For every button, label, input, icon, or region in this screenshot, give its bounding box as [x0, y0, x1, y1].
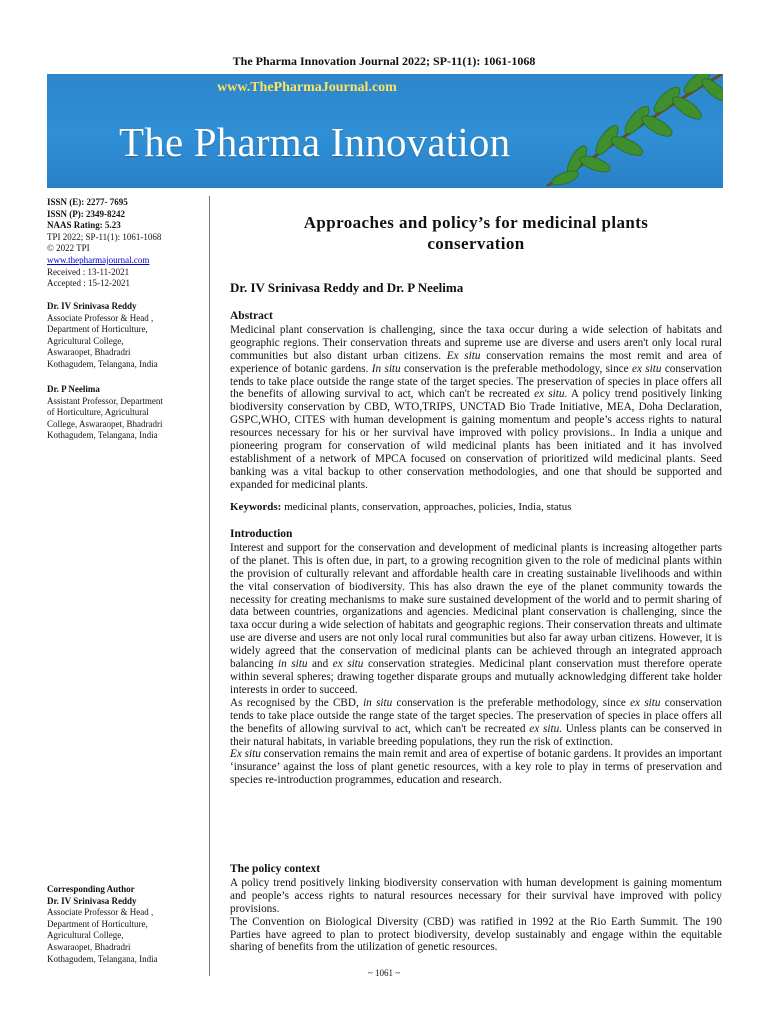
- author2-affiliation-line: of Horticulture, Agricultural: [47, 407, 149, 418]
- naas-rating: NAAS Rating: 5.23: [47, 220, 121, 231]
- journal-banner: [47, 74, 723, 188]
- issn-e: ISSN (E): 2277- 7695: [47, 197, 128, 207]
- intro-paragraph-1: Interest and support for the conservation and development of medicinal plants is increasing altogether parts of the planet. This is often due, in part, to a growing recognition given to the role of medicinal plants within the provision of culturally relevant and affordable health care in creating sustainable livelihoods and within the vital conservation of biodiversity. This has also drawn the eye of the planet community towards the necessity for creating mechanisms to make sure sustained development of the world and to permit sharing of data between countries, organizations and agencies. Medicinal plant conservation is challenging, since the taxa occur during a wide selection of habitats and geographic regions. Their conservation threats and ultimate use are diverse and users are not only local rural communities but also far away urban citizens. However, it is widely agreed that the conservation of medicinal plants can be achieved through an integrated approach balancing in situ and ex situ conservation strategies. Medicinal plant conservation must therefore operate within several spheres; drawing together disparate groups and mutually acknowledging different take holder interests in order to succeed.: [230, 541, 722, 696]
- author1-affiliation-line: Kothagudem, Telangana, India: [47, 358, 158, 369]
- introduction-section: [230, 528, 722, 787]
- author2-affiliation-line: Kothagudem, Telangana, India: [47, 430, 158, 441]
- sidebar-author2: [47, 384, 205, 442]
- journal-website-link[interactable]: www.thepharmajournal.com: [47, 254, 150, 265]
- intro-paragraph-2: As recognised by the CBD, in situ conservation is the preferable methodology, since ex situ conservation tends to take place outside the range state of the target species. The preservation of species in place offers all the benefits of allowing survival to act, which can't be recreated ex situ. Unless plants can be conserved in their natural habitats, in variable breeding populations, they run the risk of extinction.: [230, 696, 722, 748]
- author1-affiliation-line: Agricultural College,: [47, 335, 124, 346]
- journal-url[interactable]: www.ThePharmaJournal.com: [217, 80, 397, 95]
- article-authors: Dr. IV Srinivasa Reddy and Dr. P Neelima: [230, 280, 464, 295]
- accepted-date: Accepted : 15-12-2021: [47, 278, 130, 289]
- sidebar-corresponding-author: [47, 884, 205, 965]
- keywords-label: Keywords:: [230, 501, 282, 513]
- abstract-section: [230, 310, 722, 492]
- article-title-line: Approaches and policy’s for medicinal plants: [303, 213, 649, 232]
- corresponding-affiliation-line: Department of Horticulture,: [47, 918, 148, 929]
- tpi-citation: TPI 2022; SP-11(1): 1061-1068: [47, 231, 162, 242]
- author1-name: Dr. IV Srinivasa Reddy: [47, 301, 137, 311]
- corresponding-label: Corresponding Author: [47, 884, 135, 894]
- article-title: [230, 212, 722, 254]
- corresponding-affiliation-line: Aswaraopet, Bhadradri: [47, 941, 131, 952]
- intro-paragraph-3: Ex situ conservation remains the main remit and area of expertise of botanic gardens. It provides an important ‘insurance’ against the loss of plant genetic resources, with a key role to play in terms of preservation and species re-introduction programmes, education and research.: [230, 748, 722, 787]
- author2-affiliation-line: College, Aswaraopet, Bhadradri: [47, 418, 163, 429]
- sidebar-author1: [47, 301, 205, 371]
- keywords: [230, 501, 722, 513]
- issn-p: ISSN (P): 2349-8242: [47, 208, 125, 219]
- author1-affiliation-line: Associate Professor & Head ,: [47, 312, 154, 323]
- corresponding-name: Dr. IV Srinivasa Reddy: [47, 895, 137, 906]
- policy-paragraph-2: The Convention on Biological Diversity (CBD) was ratified in 1992 at the Rio Earth Summit. The 190 Parties have agreed to plan to protect biodiversity, develop sustainably and engage within the equitable sharing of benefits from the utilization of genetic resources.: [230, 915, 722, 954]
- abstract-heading: Abstract: [230, 310, 273, 322]
- author2-affiliation-line: Assistant Professor, Department: [47, 395, 163, 406]
- journal-brand-title: The Pharma Innovation: [119, 119, 511, 165]
- policy-section: [230, 863, 722, 954]
- running-head: The Pharma Innovation Journal 2022; SP-11(1): 1061-1068: [232, 54, 536, 68]
- author1-affiliation-line: Aswaraopet, Bhadradri: [47, 347, 131, 358]
- corresponding-affiliation-line: Associate Professor & Head ,: [47, 907, 154, 918]
- received-date: Received : 13-11-2021: [47, 266, 130, 277]
- policy-paragraph-1: A policy trend positively linking biodiversity conservation with human development is gaining momentum and people’s access rights to natural resources necessary for their survival have improved with policy provisions.: [230, 876, 722, 915]
- keywords-list: medicinal plants, conservation, approaches, policies, India, status: [281, 501, 572, 513]
- abstract-text: Medicinal plant conservation is challenging, since the taxa occur during a wide selection of habitats and geographic regions. Their conservation threats and supreme use are diverse and users aren't only local rural communities but also distant urban citizens. Ex situ conservation remains the most remit and area of experience of botanic gardens. In situ conservation is the preferable methodology, since ex situ conservation tends to take place outside the range state of the target species. The preservation of species in place offers all the benefits of allowing survival to act, which can't be recreated ex situ. A policy trend positively linking biodiversity conservation by CBD, WTO,TRIPS, UNCTAD Bio Trade Initiative, MEA, Doha Declaration, GSPC,WHO, CITES with human development is gaining momentum and people’s access rights to natural resources necessary for his or her survival have improved with policy provisions.. In India a unique and pioneering program for conservation of wild medicinal plants has been initiated and it has involved establishment of a network of MPCA focused on conservation of prioritized wild medicinal plants. Seed banking was a vital backup to other conservation methodologies, and one that should be supported and expanded for medicinal plants.: [230, 323, 722, 491]
- leaf-branch-icon: [537, 74, 723, 188]
- author2-name: Dr. P Neelima: [47, 384, 100, 394]
- author1-affiliation-line: Department of Horticulture,: [47, 324, 148, 335]
- introduction-heading: Introduction: [230, 528, 293, 540]
- column-divider: [209, 196, 210, 976]
- sidebar-metadata: [47, 197, 205, 290]
- article-title-line: conservation: [427, 234, 525, 253]
- policy-heading: The policy context: [230, 863, 321, 875]
- corresponding-affiliation-line: Kothagudem, Telangana, India: [47, 953, 158, 964]
- page-number: ~ 1061 ~: [367, 968, 401, 978]
- corresponding-affiliation-line: Agricultural College,: [47, 930, 124, 941]
- copyright: © 2022 TPI: [47, 243, 90, 254]
